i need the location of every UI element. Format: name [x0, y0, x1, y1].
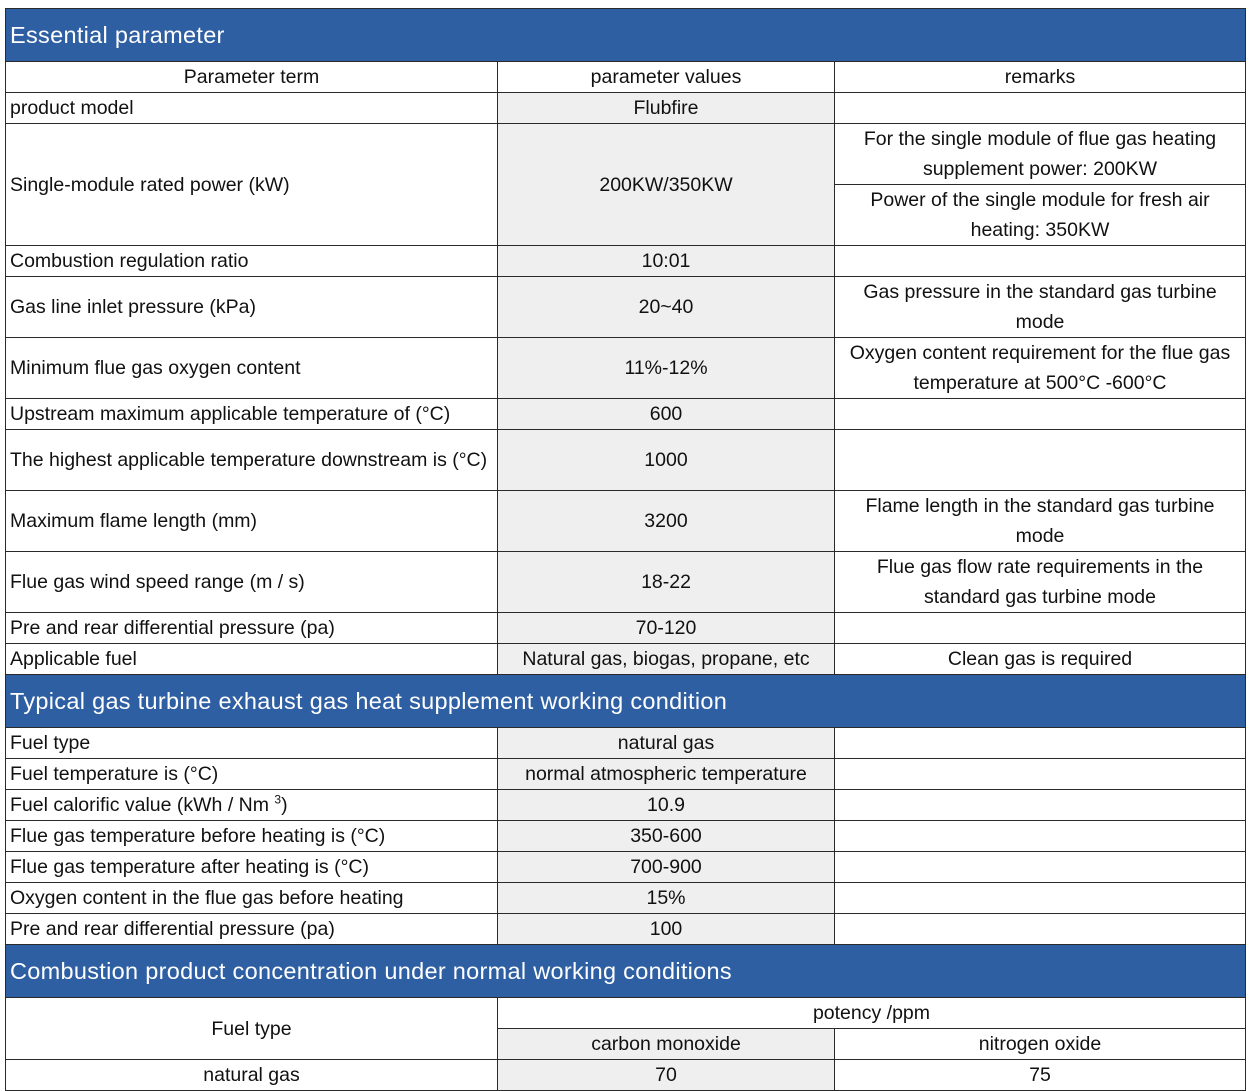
superscript: 3	[274, 792, 282, 807]
param-label: Minimum flue gas oxygen content	[6, 338, 498, 399]
nox-header: nitrogen oxide	[835, 1029, 1246, 1060]
param-value: 700-900	[498, 852, 835, 883]
table-row	[6, 998, 1246, 1029]
table-row	[6, 852, 1246, 883]
param-label: product model	[6, 93, 498, 124]
empty-cell	[835, 728, 1246, 759]
table-row	[6, 759, 1246, 790]
empty-cell	[835, 790, 1246, 821]
param-label: Gas line inlet pressure (kPa)	[6, 277, 498, 338]
param-label: The highest applicable temperature downstream is (°C)	[6, 430, 498, 491]
empty-cell	[835, 883, 1246, 914]
table-row	[6, 93, 1246, 124]
param-value: Natural gas, biogas, propane, etc	[498, 644, 835, 675]
table-row	[6, 821, 1246, 852]
co-header: carbon monoxide	[498, 1029, 835, 1060]
param-label: Fuel temperature is (°C)	[6, 759, 498, 790]
param-value: natural gas	[498, 728, 835, 759]
col-header-parameter-term: Parameter term	[6, 62, 498, 93]
param-value: normal atmospheric temperature	[498, 759, 835, 790]
section-combustion-title: Combustion product concentration under normal working conditions	[6, 945, 1246, 998]
spec-table	[5, 8, 1246, 1091]
empty-cell	[835, 852, 1246, 883]
table-row	[6, 644, 1246, 675]
param-value: 100	[498, 914, 835, 945]
param-remark: Clean gas is required	[835, 644, 1246, 675]
param-label: Combustion regulation ratio	[6, 246, 498, 277]
param-label: Single-module rated power (kW)	[6, 124, 498, 246]
col-header-parameter-values: parameter values	[498, 62, 835, 93]
param-label: Oxygen content in the flue gas before heating	[6, 883, 498, 914]
table-row	[6, 399, 1246, 430]
param-remark	[835, 246, 1246, 277]
fuel-type-header: Fuel type	[6, 998, 498, 1060]
param-remark	[835, 93, 1246, 124]
param-value: 350-600	[498, 821, 835, 852]
table-row	[6, 613, 1246, 644]
param-value: 3200	[498, 491, 835, 552]
empty-cell	[835, 759, 1246, 790]
nox-value: 75	[835, 1060, 1246, 1091]
table-row	[6, 277, 1246, 338]
param-label: Fuel type	[6, 728, 498, 759]
param-label: Pre and rear differential pressure (pa)	[6, 914, 498, 945]
col-header-remarks: remarks	[835, 62, 1246, 93]
table-row	[6, 430, 1246, 491]
param-value: 15%	[498, 883, 835, 914]
param-remark	[835, 399, 1246, 430]
param-label: Applicable fuel	[6, 644, 498, 675]
table-row	[6, 1060, 1246, 1091]
param-label: Flue gas temperature after heating is (°C)	[6, 852, 498, 883]
table-row	[6, 491, 1246, 552]
table-row	[6, 728, 1246, 759]
table-row	[6, 552, 1246, 613]
table-row	[6, 883, 1246, 914]
potency-header: potency /ppm	[498, 998, 1246, 1029]
param-remark: Flame length in the standard gas turbine mode	[835, 491, 1246, 552]
param-label: Upstream maximum applicable temperature of (°C)	[6, 399, 498, 430]
co-value: 70	[498, 1060, 835, 1091]
fuel-name: natural gas	[6, 1060, 498, 1091]
table-row	[6, 790, 1246, 821]
table-row	[6, 914, 1246, 945]
table-row	[6, 338, 1246, 399]
header-row	[6, 62, 1246, 93]
table-row	[6, 246, 1246, 277]
section-working-condition-title: Typical gas turbine exhaust gas heat supplement working condition	[6, 675, 1246, 728]
param-value: 18-22	[498, 552, 835, 613]
param-value: Flubfire	[498, 93, 835, 124]
param-value: 10.9	[498, 790, 835, 821]
param-value: 70-120	[498, 613, 835, 644]
param-value: 200KW/350KW	[498, 124, 835, 246]
param-value: 20~40	[498, 277, 835, 338]
param-value: 11%-12%	[498, 338, 835, 399]
param-remark	[835, 430, 1246, 491]
empty-cell	[835, 914, 1246, 945]
param-remark: Power of the single module for fresh air heating: 350KW	[835, 185, 1246, 246]
param-label: Fuel calorific value (kWh / Nm $^3$)	[6, 790, 498, 821]
table-row	[6, 124, 1246, 185]
param-label: Flue gas temperature before heating is (°C)	[6, 821, 498, 852]
param-label: Pre and rear differential pressure (pa)	[6, 613, 498, 644]
param-remark: For the single module of flue gas heating supplement power: 200KW	[835, 124, 1246, 185]
param-value: 1000	[498, 430, 835, 491]
param-remark: Gas pressure in the standard gas turbine mode	[835, 277, 1246, 338]
param-label: Maximum flame length (mm)	[6, 491, 498, 552]
param-remark	[835, 613, 1246, 644]
param-value: 10:01	[498, 246, 835, 277]
param-value: 600	[498, 399, 835, 430]
param-remark: Flue gas flow rate requirements in the standard gas turbine mode	[835, 552, 1246, 613]
empty-cell	[835, 821, 1246, 852]
param-label: Flue gas wind speed range (m / s)	[6, 552, 498, 613]
param-remark: Oxygen content requirement for the flue gas temperature at 500°C -600°C	[835, 338, 1246, 399]
section-essential-title: Essential parameter	[6, 9, 1246, 62]
